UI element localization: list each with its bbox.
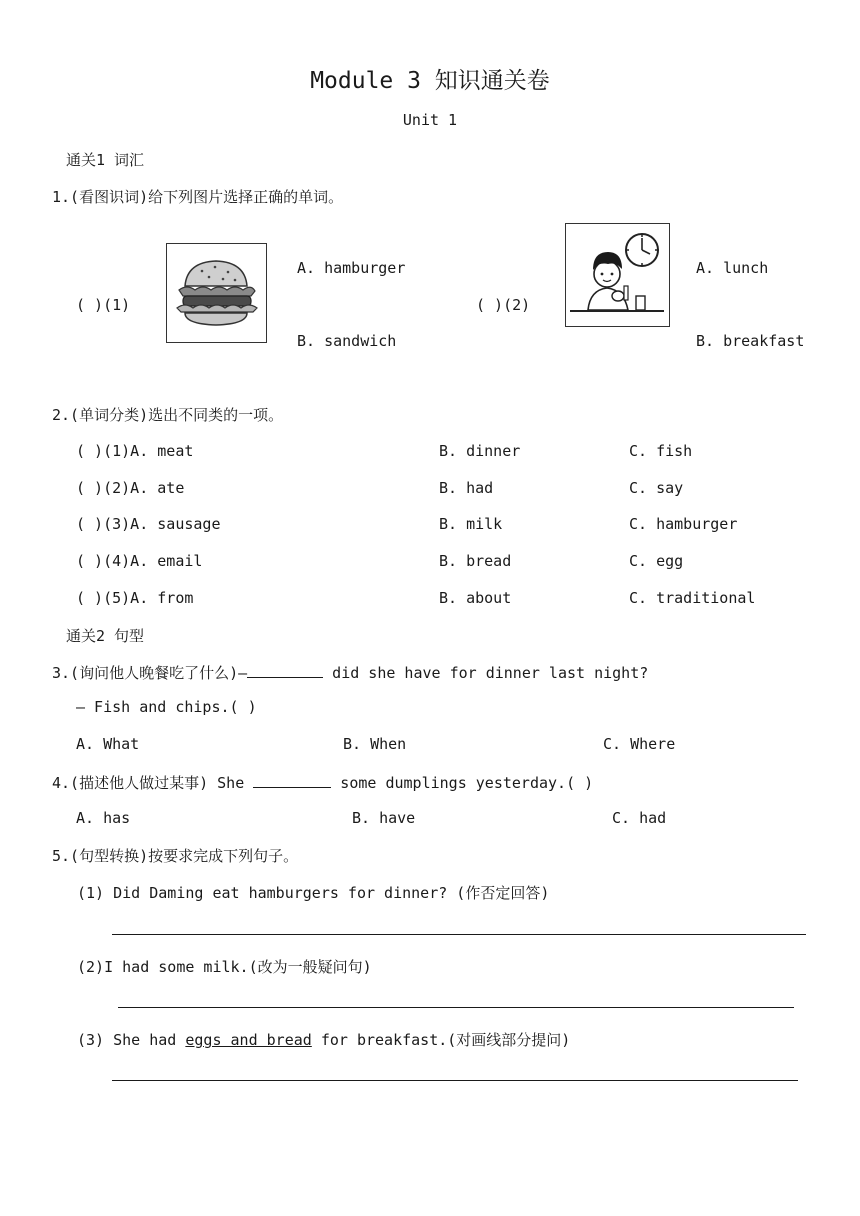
q4-option-b[interactable]: B. have <box>352 809 416 827</box>
q2-row3-option-c[interactable]: C. hamburger <box>629 515 738 533</box>
q5-sentence-1: (1) Did Daming eat hamburgers for dinner? (作否定回答) <box>77 884 550 902</box>
q1-item2-option-a[interactable]: A. lunch <box>696 259 769 277</box>
q3-reply[interactable]: — Fish and chips.( ) <box>76 698 257 716</box>
q3-answer-blank[interactable] <box>247 663 323 678</box>
q4-question <box>52 772 593 793</box>
q5-underlined-phrase: eggs and bread <box>185 1031 312 1049</box>
q1-item1-option-b[interactable]: B. sandwich <box>297 332 397 350</box>
q2-row1-option-b[interactable]: B. dinner <box>439 442 521 460</box>
q4-prefix: 4.(描述他人做过某事) She <box>52 774 254 792</box>
boy-eating-icon <box>566 224 668 325</box>
q3-question <box>52 662 648 683</box>
q3-option-b[interactable]: B. When <box>343 735 407 753</box>
q2-row1-option-a[interactable]: ( )(1)A. meat <box>76 442 194 460</box>
q4-answer-blank[interactable] <box>253 773 331 788</box>
q2-row5-option-c[interactable]: C. traditional <box>629 589 756 607</box>
q2-row3-option-b[interactable]: B. milk <box>439 515 503 533</box>
q2-row3-option-a[interactable]: ( )(3)A. sausage <box>76 515 221 533</box>
hamburger-picture <box>166 243 267 343</box>
q2-row5-option-a[interactable]: ( )(5)A. from <box>76 589 194 607</box>
q4-suffix: some dumplings yesterday.( ) <box>331 774 594 792</box>
q3-suffix: did she have for dinner last night? <box>323 664 649 682</box>
q2-instruction: 2.(单词分类)选出不同类的一项。 <box>52 406 284 424</box>
q2-row4-option-c[interactable]: C. egg <box>629 552 684 570</box>
q5-sentence-2: (2)I had some milk.(改为一般疑问句) <box>77 958 372 976</box>
q2-row4-option-a[interactable]: ( )(4)A. email <box>76 552 203 570</box>
q2-row2-option-a[interactable]: ( )(2)A. ate <box>76 479 185 497</box>
q1-item2-option-b[interactable]: B. breakfast <box>696 332 805 350</box>
q5-answer-line-3[interactable] <box>112 1080 798 1081</box>
boy-eating-picture <box>565 223 670 327</box>
section-sentences-heading: 通关2 句型 <box>66 627 145 645</box>
q1-item1-option-a[interactable]: A. hamburger <box>297 259 406 277</box>
q5-sentence-3-end: for breakfast.(对画线部分提问) <box>311 1031 571 1049</box>
unit-subtitle: Unit 1 <box>402 111 458 129</box>
q5-sentence-3 <box>77 1029 570 1050</box>
q3-option-c[interactable]: C. Where <box>603 735 676 753</box>
q3-option-a[interactable]: A. What <box>76 735 140 753</box>
q1-item1-bracket[interactable]: ( )(1) <box>76 296 131 314</box>
q2-row4-option-b[interactable]: B. bread <box>439 552 512 570</box>
section-vocabulary-heading: 通关1 词汇 <box>66 151 145 169</box>
q5-instruction: 5.(句型转换)按要求完成下列句子。 <box>52 847 299 865</box>
q4-option-a[interactable]: A. has <box>76 809 131 827</box>
q2-row2-option-c[interactable]: C. say <box>629 479 684 497</box>
q1-instruction: 1.(看图识词)给下列图片选择正确的单词。 <box>52 188 344 206</box>
q5-sentence-3-start: (3) She had <box>77 1031 186 1049</box>
hamburger-icon <box>167 244 265 341</box>
q2-row2-option-b[interactable]: B. had <box>439 479 494 497</box>
q1-item2-bracket[interactable]: ( )(2) <box>476 296 531 314</box>
page-title: Module 3 知识通关卷 <box>310 68 550 94</box>
q2-row5-option-b[interactable]: B. about <box>439 589 512 607</box>
q2-row1-option-c[interactable]: C. fish <box>629 442 693 460</box>
q3-prefix: 3.(询问他人晚餐吃了什么)— <box>52 664 248 682</box>
q5-answer-line-1[interactable] <box>112 934 806 935</box>
q5-answer-line-2[interactable] <box>118 1007 794 1008</box>
q4-option-c[interactable]: C. had <box>612 809 667 827</box>
